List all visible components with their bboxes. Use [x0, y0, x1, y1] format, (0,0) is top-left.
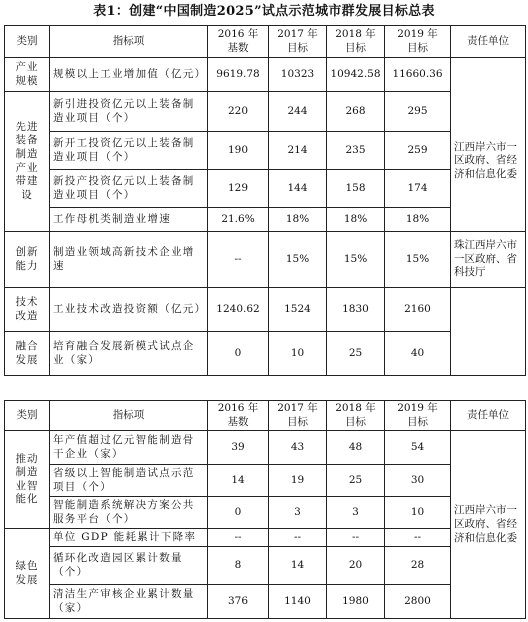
value-2018: 25 — [327, 332, 385, 376]
value-2018: 15% — [327, 232, 385, 288]
header-category: 类别 — [5, 26, 50, 58]
value-2019: 10 — [385, 497, 451, 529]
value-2016: 9619.78 — [208, 58, 269, 92]
value-2019: 295 — [385, 92, 451, 132]
responsible-unit-cell: 江西岸六市一区政府、省经济和信息化委 — [451, 431, 526, 619]
responsible-unit-blank — [451, 58, 526, 92]
value-2019: 259 — [385, 132, 451, 170]
category-cell: 技术 改造 — [5, 288, 50, 332]
value-2017: 19 — [269, 465, 327, 497]
category-cell: 创新 能力 — [5, 232, 50, 288]
targets-table-1 — [4, 25, 526, 376]
category-cell: 融合 发展 — [5, 332, 50, 376]
header-2019: 2019 年 目标 — [385, 26, 451, 58]
indicator-cell: 循环化改造园区累计数量（个） — [50, 547, 208, 585]
value-2018: 20 — [327, 547, 385, 585]
header-2016: 2016 年 基数 — [208, 401, 269, 431]
value-2018: 3 — [327, 497, 385, 529]
value-2016: 39 — [208, 431, 269, 465]
value-2017: 214 — [269, 132, 327, 170]
value-2016: 376 — [208, 585, 269, 619]
value-2019: 174 — [385, 170, 451, 208]
table-row — [5, 585, 526, 619]
value-2019: 11660.36 — [385, 58, 451, 92]
indicator-cell: 制造业领域高新技术企业增速 — [50, 232, 208, 288]
table-row — [5, 58, 526, 92]
header-responsible-unit: 责任单位 — [451, 26, 526, 58]
indicator-cell: 规模以上工业增加值（亿元） — [50, 58, 208, 92]
value-2016: 190 — [208, 132, 269, 170]
responsible-unit-cell: 江西岸六市一区政府、省经济和信息化委 — [451, 92, 526, 232]
value-2018: 25 — [327, 465, 385, 497]
header-row — [5, 401, 526, 431]
value-2016: 0 — [208, 332, 269, 376]
table-row — [5, 92, 526, 132]
header-indicator: 指标项 — [50, 26, 208, 58]
value-2018: 1830 — [327, 288, 385, 332]
value-2017: 15% — [269, 232, 327, 288]
value-2019: 28 — [385, 547, 451, 585]
value-2018: 235 — [327, 132, 385, 170]
value-2017: 3 — [269, 497, 327, 529]
category-cell: 先进 装备 制造 产业 带建 设 — [5, 92, 50, 232]
value-2016: 8 — [208, 547, 269, 585]
value-2018: 18% — [327, 208, 385, 232]
indicator-cell: 清洁生产审核企业累计数量（家） — [50, 585, 208, 619]
value-2017: 14 — [269, 547, 327, 585]
value-2016: -- — [208, 529, 269, 547]
value-2016: -- — [208, 232, 269, 288]
table-row — [5, 465, 526, 497]
indicator-cell: 新引进投资亿元以上装备制造业项目（个） — [50, 92, 208, 132]
value-2017: 1140 — [269, 585, 327, 619]
responsible-unit-blank — [451, 288, 526, 376]
table-row — [5, 529, 526, 547]
header-2018: 2018 年 目标 — [327, 401, 385, 431]
value-2017: 144 — [269, 170, 327, 208]
indicator-cell: 年产值超过亿元智能制造骨干企业（家） — [50, 431, 208, 465]
value-2016: 14 — [208, 465, 269, 497]
value-2016: 220 — [208, 92, 269, 132]
responsible-unit-cell: 珠江西岸六市一区政府、省科技厅 — [451, 232, 526, 288]
value-2017: 244 — [269, 92, 327, 132]
value-2019: 2800 — [385, 585, 451, 619]
value-2018: 268 — [327, 92, 385, 132]
table-row — [5, 208, 526, 232]
value-2019: 30 — [385, 465, 451, 497]
value-2018: 48 — [327, 431, 385, 465]
value-2019: 40 — [385, 332, 451, 376]
table-row — [5, 547, 526, 585]
value-2018: 10942.58 — [327, 58, 385, 92]
header-2017: 2017 年 目标 — [269, 26, 327, 58]
category-cell: 推动 制造 业智 能化 — [5, 431, 50, 529]
table-row — [5, 431, 526, 465]
value-2016: 129 — [208, 170, 269, 208]
indicator-cell: 新投产投资亿元以上装备制造业项目（个） — [50, 170, 208, 208]
header-category: 类别 — [5, 401, 50, 431]
value-2017: 18% — [269, 208, 327, 232]
indicator-cell: 工作母机类制造业增速 — [50, 208, 208, 232]
value-2018: -- — [327, 529, 385, 547]
indicator-cell: 培育融合发展新模式试点企业（家） — [50, 332, 208, 376]
header-indicator: 指标项 — [50, 401, 208, 431]
value-2019: 54 — [385, 431, 451, 465]
table-row — [5, 288, 526, 332]
value-2019: 18% — [385, 208, 451, 232]
indicator-cell: 省级以上智能制造试点示范项目（个） — [50, 465, 208, 497]
value-2017: 43 — [269, 431, 327, 465]
value-2019: 2160 — [385, 288, 451, 332]
header-responsible-unit: 责任单位 — [451, 401, 526, 431]
table-row — [5, 132, 526, 170]
value-2017: 10323 — [269, 58, 327, 92]
indicator-cell: 新开工投资亿元以上装备制造业项目（个） — [50, 132, 208, 170]
value-2018: 1980 — [327, 585, 385, 619]
indicator-cell: 工业技术改造投资额（亿元） — [50, 288, 208, 332]
table-row — [5, 332, 526, 376]
category-cell: 产业 规模 — [5, 58, 50, 92]
header-2016: 2016 年 基数 — [208, 26, 269, 58]
table-title: 表1：创建“中国制造2025”试点示范城市群发展目标总表 — [93, 4, 435, 19]
value-2019: 15% — [385, 232, 451, 288]
table-row — [5, 232, 526, 288]
category-cell: 绿色 发展 — [5, 529, 50, 619]
value-2017: 10 — [269, 332, 327, 376]
header-2019: 2019 年 目标 — [385, 401, 451, 431]
value-2017: 1524 — [269, 288, 327, 332]
table-row — [5, 170, 526, 208]
targets-table-2 — [4, 400, 526, 619]
value-2018: 158 — [327, 170, 385, 208]
value-2016: 0 — [208, 497, 269, 529]
indicator-cell: 智能制造系统解决方案公共服务平台（个） — [50, 497, 208, 529]
value-2016: 21.6% — [208, 208, 269, 232]
header-row — [5, 26, 526, 58]
value-2016: 1240.62 — [208, 288, 269, 332]
value-2017: -- — [269, 529, 327, 547]
header-2017: 2017 年 目标 — [269, 401, 327, 431]
header-2018: 2018 年 目标 — [327, 26, 385, 58]
indicator-cell: 单位 GDP 能耗累计下降率 — [50, 529, 208, 547]
table-row — [5, 497, 526, 529]
value-2019: -- — [385, 529, 451, 547]
